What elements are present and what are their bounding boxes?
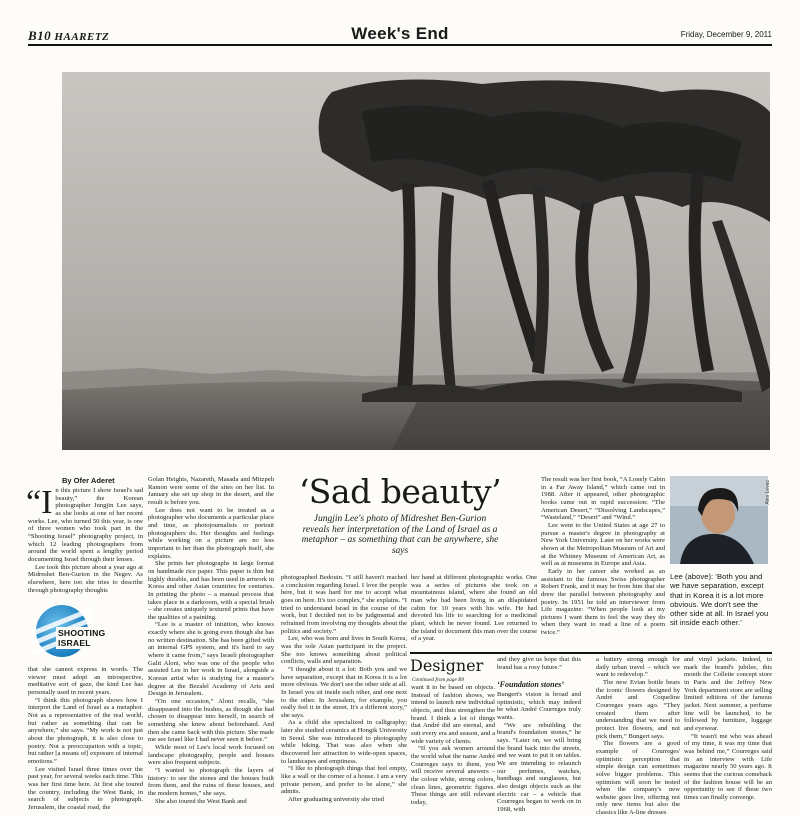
- designer-subhead: ‘Foundation stones’: [497, 680, 564, 689]
- designer-column-2-top: and they give us hope that this brand has a rosy future.”: [497, 656, 581, 671]
- masthead: [28, 24, 772, 46]
- article-column-1: “In this picture I show Israel's sad beauty,” the Korean photographer Jungjin Lee says, as she looks at one of her recent works. Lee, who turned 50 this year, is one of three women who took part in the “Shooting Israel” photography project, in which 12 leading photographers from around the world spent a lengthy period documenting Israel through their lenses. Lee took this picture about a year ago at Midreshet Ben-Gurion in the Negev. As elsewhere, here too she tries to describe through photography thoughts: [26, 484, 143, 594]
- byline: By Ofer Aderet: [62, 476, 115, 485]
- shooting-israel-logo: [36, 605, 126, 663]
- logo-text: SHOOTING ISRAEL: [56, 627, 126, 649]
- designer-column-2: Bungert's vision is broad and optimistic, which may indeed be what André Courreges truly wants. “We are rebuilding the brand's foundation stones,” he says. “Later on, we will bring the brand back into the streets, and we want to put it on tables. We are intending to relaunch our perfumes, watches, handbags and sunglasses, but also design objects such as the electric car – a vehicle that Courreges began to work on in 1968, with: [497, 691, 581, 813]
- trees-landscape-image: [62, 72, 770, 450]
- portrait-image: [670, 476, 768, 564]
- article-column-4: her hand at different photographic works. One was a series of pictures she took on a mountainous island, where she found an old man who had been living in an dilapidated cabin for 10 years with his wife. He had devoted his life to searching for a medicinal plant, which he never found. Lee returned to the island to document this man over the course of a year.: [411, 574, 537, 643]
- designer-column-3: a battery strong enough for daily urban travel – which we want to redevelop.” The new Evian bottle bears the iconic flowers designed by André and Coqueline Courreges years ago. “They created them after understanding that we need to protect live flowers, and not pick them,” Bungert says. The flowers are a good example of Courreges' optimistic perception that simple design can sometimes solve bigger problems. This optimism will soon be tested when the company's new website goes live, offering not only new items but also the classics like A-line dresses: [596, 656, 680, 817]
- photo-caption: Lee (above): ‘Both you and we have separation, except that in Korea it is a lot more obvious. We don't see the other side at all. In Israel you sit inside each other.’: [670, 572, 769, 628]
- portrait-photo: [670, 476, 768, 564]
- designer-headline: Designer: [410, 656, 484, 675]
- article-column-3: photographed Bedouin. “I still haven't reached a conclusion regarding Israel. I love the people here, but it was hard for me to accept what goes on here. It's too complex,” she explains. “I tried to understand Israel in the course of the work, but I decided not to be judgmental and refrained from involving my thoughts about the politics and society.” Lee, who was born and lives in South Korea, was the sole Asian participant in the project. She too knows something about political conflicts, walls and separation. “I thought about it a lot: Both you and we have separation, except that in Korea it is a lot more obvious. We don't see the other side at all. In Israel you sit inside each other, and one next to the other. In Jerusalem, for example, you really feel it in the street. It's a different story,” she says. As a child she specialized in calligraphy; later she studied ceramics at Hongik University in Seoul. She was introduced to photography while hiking. That was also when she discovered her attraction to wide-open spaces, to landscapes and emptiness. “I like to photograph things that feel empty, like a wall or the corner of a house. I am a very private person, and prefer to be alone,” she admits. After graduating university she tried: [281, 574, 407, 804]
- issue-date: Friday, December 9, 2011: [680, 30, 772, 39]
- article-subhead: Jungjin Lee's photo of Midreshet Ben-Gurion reveals her interpretation of the Land of Israel as a metaphor – as something that can be anywhere, she says: [301, 514, 499, 556]
- article-column-1-bottom: that she cannot express in words. The viewer must adopt an introspective, meditative sort of gaze, the kind Lee has personally used in recent years. “I think this photograph shows how I interpret the Land of Israel as a metaphor. Not as a representative of the real world, but rather as something that can be anywhere,” she says. “My work is not just about the photograph, it is also close to poetry. Not a preoccupation with a topic, but rather [a means of] exposure of internal emotions.” Lee visited Israel three times over the past year, for several weeks each time. This was her first time here. At first she toured the country, including the West Bank, in search of subjects to photograph. Jerusalem, the coastal road, the: [28, 666, 143, 811]
- designer-top-rule: [410, 652, 772, 654]
- main-photograph: [62, 72, 770, 450]
- photo-credit: Alex Levac: [765, 480, 771, 505]
- designer-column-4: and vinyl jackets. Indeed, to mark the brand's jubilee, this month the Collette concept store in Paris and the Jeffrey New York department store are selling limited editions of the famous jacket. Next summer, a perfume line will be launched, to be followed by furniture, luggage and eyewear. “It wasn't me who was ahead of my time, it was my time that was behind me,” Courreges said in an interview with Life magazine nearly 50 years ago. It seems that the curious comeback of the fashion house will be an opportunity to see if these two times can finally converge.: [684, 656, 772, 801]
- article-column-2: Golan Heights, Nazareth, Masada and Mitzpeh Ramon were some of the sites on her list. In January she set up shop in the desert, and the result is before you. Lee does not want to be treated as a photographer who documents a particular place and time, as photojournalists or portrait photographers do. Her thoughts and feelings while working on a picture are no less important to her than the photograph itself, she explains. She prints her photographs in large format on handmade rice paper. This paper is thin but highly durable, and has been used in artwork in Korea and other Asian countries for centuries. In printing the photo – a manual process that takes place in a darkroom, with a special brush – she creates uniquely textured prints that have the qualities of a painting. “Lee is a master of intuition, who knows exactly where she is going even though she has no written destination. She has been gifted with an internal GPS system, and it's hard to say where it came from,” says Israeli photographer Galit Aloni, who was one of the people who assisted Lee in her work in Israel, alongside a Korean artist who is studying for a master's degree at the Bezalel Academy of Arts and Design in Jerusalem. “On one occasion,” Aloni recalls, “she disappeared into the bushes, as though she had chosen to disappear into herself, in search of something she knew about beforehand. And then she came back with this picture. She made me see Israel like I had never seen it before.” While most of Lee's local work focused on landscape photography, people and houses were also frequent subjects. “I wanted to photograph the layers of history: to see the stones and the houses built from them, and the ruins of these houses, and the modern homes,” she says. She also toured the West Bank and: [148, 476, 274, 805]
- continued-note: Continued from page B9: [412, 677, 465, 683]
- article-column-5: The result was her first book, “A Lonely Cabin in a Far Away Island,” which came out in 1988. After it appeared, other photographic books came out in rapid succession: “The American Desert,” “Dissolving Landscapes,” “Wasteland,” “Desert” and “Wind.” Lee went to the United States at age 27 to pursue a master's degree in photography at New York University. Later on her works were shown at the Metropolitan Museum of Art and at the Whitney Museum of American Art, as well as at museums in Europe and Asia. Early in her career she worked as an assistant to the famous Swiss photographer Robert Frank, and it may be from him that she drew the parallel between photography and poetry. In 1951 he told an interviewer from Life magazine: “When people look at my pictures I want them to feel the way they do when they want to read a line of a poem twice.”: [541, 476, 665, 637]
- article-headline: ‘Sad beauty’: [298, 472, 502, 511]
- section-title: Week's End: [351, 24, 449, 43]
- drop-cap: “I: [26, 484, 53, 521]
- page-number: B10 HAARETZ: [28, 28, 110, 43]
- designer-column-1: want it to be based on objects. Instead of fashion shows, we intend to launch new individual objects, and thus strengthen the brand. I think a lot of things that André did are eternal, and suit every era and season, and a wide variety of clients. “If you ask women around the world what the name André Courreges says to them, you will receive several answers – the colour white, strong colors, clean lines, geometric figures. These things are still relevant today,: [411, 684, 495, 806]
